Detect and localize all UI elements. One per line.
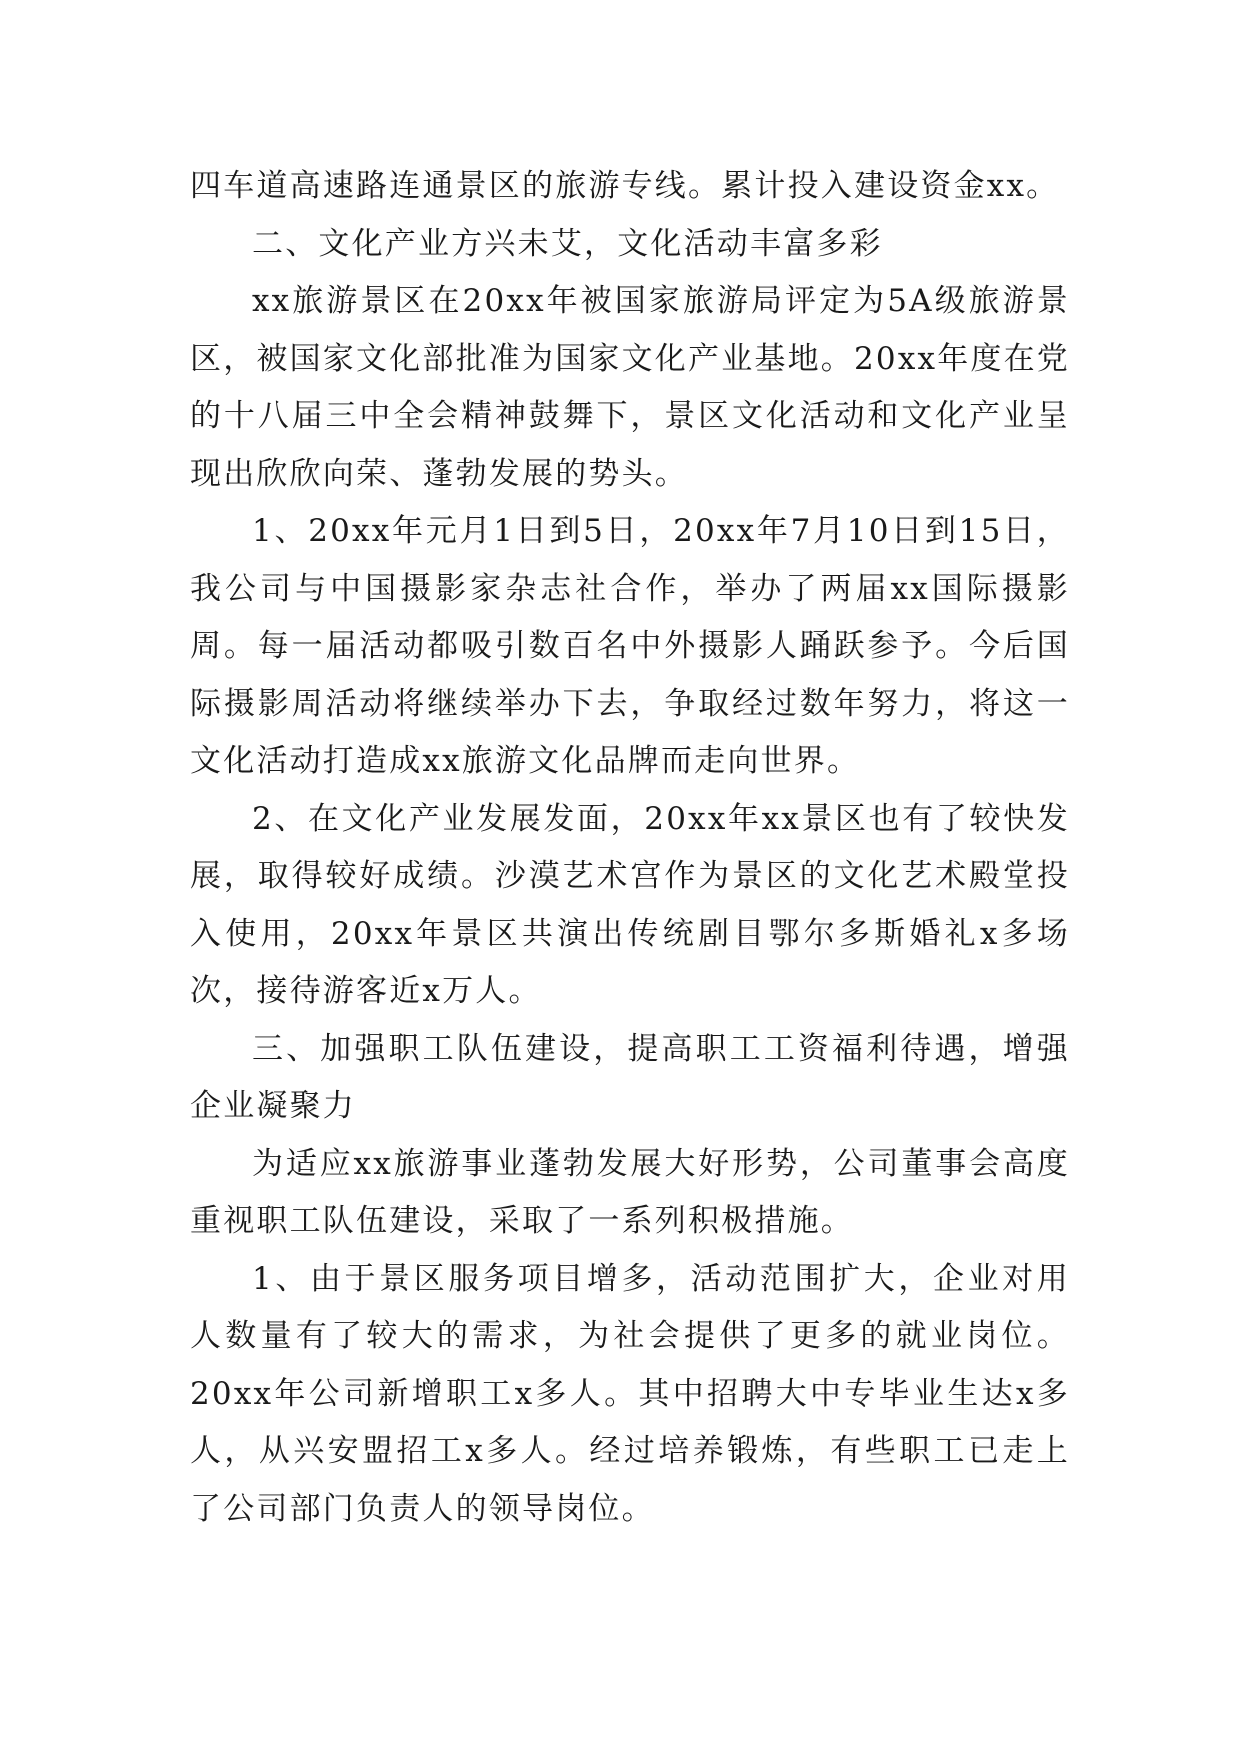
section-heading-3: 三、加强职工队伍建设，提高职工工资福利待遇，增强企业凝聚力 bbox=[190, 1030, 1070, 1124]
document-body bbox=[190, 158, 1070, 1538]
paragraph-item-1: 1、由于景区服务项目增多，活动范围扩大，企业对用人数量有了较大的需求，为社会提供了更多的就业岗位。20xx年公司新增职工x多人。其中招聘大中专毕业生达x多人，从兴安盟招工x多人。经过培养锻炼，有些职工已走上了公司部门负责人的领导岗位。 bbox=[190, 1260, 1070, 1527]
paragraph-item-1: 1、20xx年元月1日到5日，20xx年7月10日到15日，我公司与中国摄影家杂志社合作，举办了两届xx国际摄影周。每一届活动都吸引数百名中外摄影人踊跃参予。今后国际摄影周活动将继续举办下去，争取经过数年努力，将这一文化活动打造成xx旅游文化品牌而走向世界。 bbox=[190, 513, 1070, 779]
section-heading-2: 二、文化产业方兴未艾，文化活动丰富多彩 bbox=[252, 225, 883, 262]
paragraph: xx旅游景区在20xx年被国家旅游局评定为5A级旅游景区，被国家文化部批准为国家文化产业基地。20xx年度在党的十八届三中全会精神鼓舞下，景区文化活动和文化产业呈现出欣欣向荣、蓬勃发展的势头。 bbox=[190, 283, 1071, 492]
paragraph-continuation: 四车道高速路连通景区的旅游专线。累计投入建设资金xx。 bbox=[190, 168, 1060, 204]
paragraph-item-2: 2、在文化产业发展发面，20xx年xx景区也有了较快发展，取得较好成绩。沙漠艺术宫作为景区的文化艺术殿堂投入使用，20xx年景区共演出传统剧目鄂尔多斯婚礼x多场次，接待游客近x万人。 bbox=[190, 800, 1070, 1009]
paragraph: 为适应xx旅游事业蓬勃发展大好形势，公司董事会高度重视职工队伍建设，采取了一系列积极措施。 bbox=[190, 1145, 1070, 1239]
